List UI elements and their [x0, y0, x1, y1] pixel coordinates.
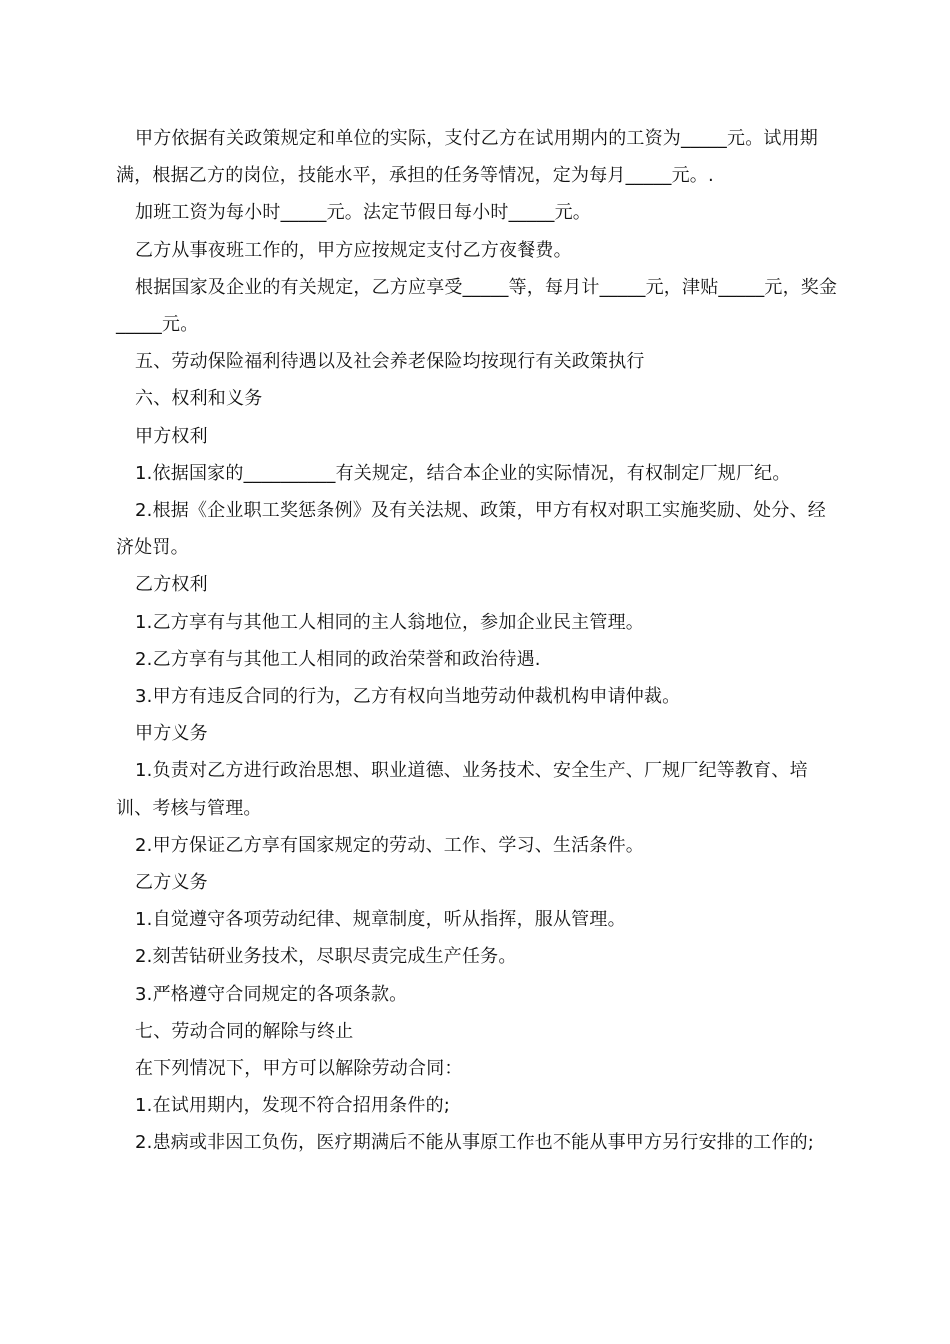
- list-item: 1.负责对乙方进行政治思想、职业道德、业务技术、安全生产、厂规厂纪等教育、培训、考核与管理。: [116, 760, 808, 819]
- list-item: 1.自觉遵守各项劳动纪律、规章制度，听从指挥，服从管理。: [135, 909, 626, 931]
- list-item: 2.乙方享有与其他工人相同的政治荣誉和政治待遇.: [135, 648, 541, 670]
- subheading-party-b-rights: 乙方权利: [135, 574, 208, 596]
- list-item: 1.依据国家的__________有关规定，结合本企业的实际情况，有权制定厂规厂纪。: [135, 462, 791, 484]
- list-item: 1.乙方享有与其他工人相同的主人翁地位，参加企业民主管理。: [135, 611, 644, 633]
- section-heading-insurance: 五、劳动保险福利待遇以及社会养老保险均按现行有关政策执行: [135, 351, 645, 373]
- paragraph-probation-salary: 甲方依据有关政策规定和单位的实际，支付乙方在试用期内的工资为_____元。试用期满，根据乙方的岗位，技能水平，承担的任务等情况，定为每月_____元。.: [116, 128, 818, 187]
- list-item: 2.刻苦钻研业务技术，尽职尽责完成生产任务。: [135, 946, 517, 968]
- list-item: 1.在试用期内，发现不符合招用条件的;: [135, 1095, 451, 1117]
- paragraph-overtime-pay: 加班工资为每小时_____元。法定节假日每小时_____元。: [135, 202, 591, 224]
- list-item: 3.严格遵守合同规定的各项条款。: [135, 983, 408, 1005]
- subheading-party-a-duties: 甲方义务: [135, 723, 208, 745]
- paragraph-night-meal: 乙方从事夜班工作的，甲方应按规定支付乙方夜餐费。: [135, 239, 572, 261]
- list-item: 2.患病或非因工负伤，医疗期满后不能从事原工作也不能从事甲方另行安排的工作的;: [135, 1132, 815, 1154]
- list-item: 2.根据《企业职工奖惩条例》及有关法规、政策，甲方有权对职工实施奖励、处分、经济处罚。: [116, 500, 826, 559]
- list-item: 2.甲方保证乙方享有国家规定的劳动、工作、学习、生活条件。: [135, 834, 644, 856]
- section-heading-termination: 七、劳动合同的解除与终止: [135, 1020, 354, 1042]
- paragraph-benefits: 根据国家及企业的有关规定，乙方应享受_____等，每月计_____元，津贴_____元，奖金_____元。: [116, 276, 838, 336]
- subheading-party-b-duties: 乙方义务: [135, 872, 208, 894]
- list-item: 3.甲方有违反合同的行为，乙方有权向当地劳动仲裁机构申请仲裁。: [135, 686, 681, 708]
- subheading-party-a-rights: 甲方权利: [135, 425, 208, 447]
- paragraph-termination-intro: 在下列情况下，甲方可以解除劳动合同：: [135, 1058, 463, 1080]
- document-body: [116, 120, 840, 1162]
- section-heading-rights-duties: 六、权利和义务: [135, 388, 263, 410]
